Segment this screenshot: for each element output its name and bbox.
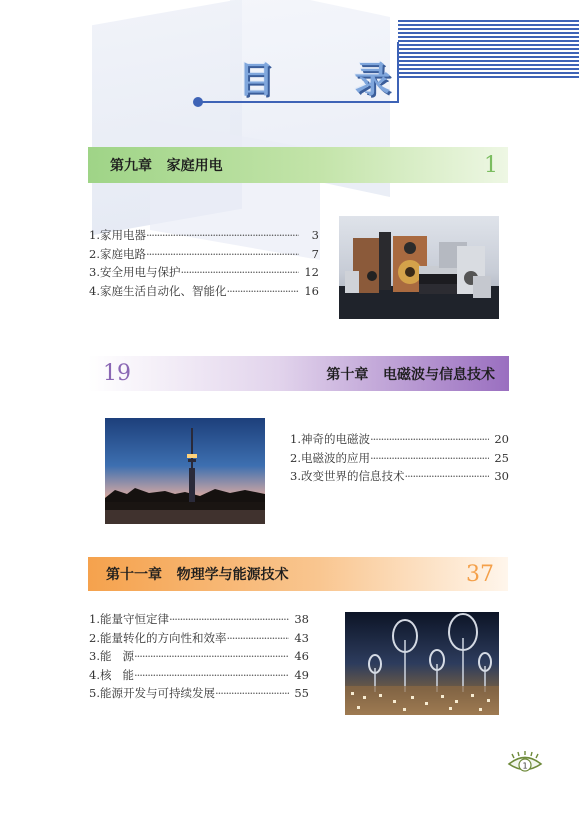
leader-dots: [226, 629, 289, 648]
chapter-title: 第九章 家庭用电: [110, 158, 223, 174]
leader-dots: [146, 226, 299, 245]
toc-entry[interactable]: [89, 647, 309, 666]
toc-entry[interactable]: [290, 467, 509, 486]
toc-entry-page: 12: [304, 265, 319, 280]
chapter-start-page: 19: [103, 361, 131, 386]
toc-entry-label: 3.能 源: [89, 649, 134, 664]
toc-entry-label: 2.电磁波的应用: [290, 450, 370, 465]
toc-entry[interactable]: [89, 610, 309, 629]
leader-dots: [370, 430, 489, 449]
toc-entry[interactable]: [290, 449, 509, 468]
toc-entry-page: 7: [311, 246, 319, 261]
chapter-header-10[interactable]: [88, 356, 509, 391]
toc-entry-page: 30: [494, 469, 509, 484]
stereo-system-photo: [339, 216, 499, 319]
chapter-title: 第十章 电磁波与信息技术: [326, 366, 495, 383]
toc-entry-page: 16: [304, 283, 319, 298]
toc-entry-page: 43: [294, 630, 309, 645]
toc-entry[interactable]: [290, 430, 509, 449]
toc-entry[interactable]: [89, 282, 319, 301]
toc-entry[interactable]: [89, 629, 309, 648]
toc-entry-label: 2.家庭电路: [89, 246, 146, 261]
toc-entry-label: 1.能量守恒定律: [89, 612, 169, 626]
chapter-start-page: 1: [484, 152, 498, 178]
toc-entry-page: 49: [294, 667, 309, 682]
toc-entry-label: 3.改变世界的信息技术: [290, 469, 405, 484]
toc-entry[interactable]: [89, 226, 319, 245]
leader-dots: [180, 263, 299, 282]
toc-entry[interactable]: [89, 263, 319, 282]
toc-entry-page: 55: [294, 686, 309, 701]
chapter-header-9[interactable]: [88, 147, 508, 183]
leader-dots: [169, 610, 289, 629]
leader-dots: [146, 245, 299, 264]
chapter-10-contents: [290, 430, 509, 486]
toc-entry-label: 1.神奇的电磁波: [290, 432, 370, 446]
title-bullet-dot: [193, 97, 203, 107]
tv-tower-night-photo: [105, 418, 265, 524]
chapter-header-11[interactable]: [88, 557, 508, 591]
toc-entry-label: 2.能量转化的方向性和效率: [89, 630, 227, 645]
toc-entry-page: 46: [294, 649, 309, 664]
toc-entry-page: 3: [311, 228, 319, 242]
toc-entry-label: 4.家庭生活自动化、智能化: [89, 283, 227, 298]
header-stripes: [398, 20, 579, 78]
wind-turbines-photo: [345, 612, 499, 715]
leader-dots: [215, 684, 289, 703]
chapter-title: 第十一章 物理学与能源技术: [106, 567, 289, 583]
chapter-11-contents: [89, 610, 309, 703]
eye-icon: [507, 750, 543, 776]
toc-entry-label: 4.核 能: [89, 667, 134, 682]
toc-entry[interactable]: [89, 245, 319, 264]
leader-dots: [134, 647, 289, 666]
leader-dots: [404, 467, 489, 486]
toc-entry-label: 5.能源开发与可持续发展: [89, 686, 215, 701]
leader-dots: [370, 449, 489, 468]
chapter-start-page: 37: [466, 561, 494, 587]
page-number: 1: [522, 761, 528, 771]
toc-entry-page: 20: [494, 432, 509, 446]
toc-entry[interactable]: [89, 666, 309, 685]
page-title: 目 录: [238, 60, 425, 101]
leader-dots: [134, 666, 289, 685]
toc-entry[interactable]: [89, 684, 309, 703]
toc-entry-label: 1.家用电器: [89, 228, 146, 242]
toc-entry-label: 3.安全用电与保护: [89, 265, 181, 280]
toc-entry-page: 38: [294, 612, 309, 626]
page-number-badge: [507, 750, 543, 776]
toc-entry-page: 25: [494, 450, 509, 465]
leader-dots: [226, 282, 299, 301]
chapter-9-contents: [89, 226, 319, 300]
